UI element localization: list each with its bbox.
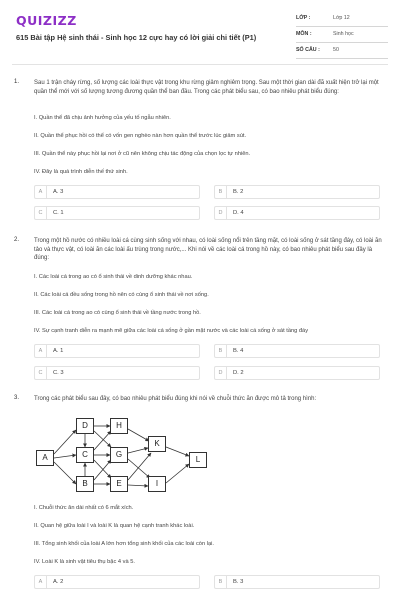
meta-label: SỐ CÂU : (296, 47, 320, 53)
option-d[interactable] (214, 366, 380, 380)
meta-value: Sinh học (333, 31, 354, 37)
meta-row-grade (296, 11, 388, 27)
option-text: B. 4 (233, 348, 244, 354)
quizizz-logo: QUIZIZZ (16, 13, 77, 28)
statement: IV. Sự cạnh tranh diễn ra mạnh mẽ giữa các loài cá sống ở gần mặt nước và các loài cá sống ở sát tầng đáy (34, 328, 309, 334)
option-text: B. 2 (233, 189, 244, 195)
statement: II. Các loài cá đều sống trong hồ nên có cùng ổ sinh thái về nơi sống. (34, 292, 209, 298)
meta-row-subject (296, 27, 388, 43)
statement: I. Quần thể đã chịu ảnh hưởng của yếu tố ngẫu nhiên. (34, 115, 171, 121)
header-divider (12, 64, 388, 65)
food-web-diagram (34, 414, 224, 498)
node-a: A (36, 450, 54, 466)
option-a[interactable] (34, 575, 200, 589)
node-h: H (110, 418, 128, 434)
option-letter: B (215, 345, 227, 357)
option-text: A. 3 (53, 189, 64, 195)
document-title: 615 Bài tập Hệ sinh thái - Sinh học 12 cực hay có lời giải chi tiết (P1) (16, 33, 257, 42)
option-d[interactable] (214, 206, 380, 220)
node-c: C (76, 447, 94, 463)
question-number: 3. (14, 395, 20, 401)
option-text: B. 3 (233, 579, 244, 585)
meta-box (296, 11, 388, 59)
option-letter: A (35, 576, 47, 588)
page-header (0, 0, 400, 70)
option-letter: D (215, 367, 227, 379)
option-text: D. 4 (233, 210, 244, 216)
statement: I. Các loài cá trong ao có ổ sinh thái về dinh dưỡng khác nhau. (34, 274, 193, 280)
node-b: B (76, 476, 94, 492)
option-letter: A (35, 345, 47, 357)
statement: IV. Loài K là sinh vật tiêu thụ bậc 4 và 5. (34, 559, 135, 565)
question-number: 2. (14, 237, 20, 243)
option-text: D. 2 (233, 370, 244, 376)
option-a[interactable] (34, 185, 200, 199)
option-letter: A (35, 186, 47, 198)
option-text: A. 1 (53, 348, 64, 354)
node-e: E (110, 476, 128, 492)
option-letter: C (35, 367, 47, 379)
node-i: I (148, 476, 166, 492)
option-a[interactable] (34, 344, 200, 358)
statement: II. Quần thể phục hồi có thể có vốn gen nghèo nàn hơn quần thể trước lúc giảm sút. (34, 133, 247, 139)
question-text: Sau 1 trận cháy rừng, số lượng các loài thực vật trong khu rừng giảm nghiêm trọng. Sau một thời gian dài đã xuất hiện trở lại một quần thể mới với số lượng tương đương quần thể ban đầu. Trong các phát biểu sau, có bao nhiêu phát biểu đúng: (34, 80, 379, 95)
option-b[interactable] (214, 344, 380, 358)
meta-label: LỚP : (296, 15, 311, 21)
meta-value: Lớp 12 (333, 15, 350, 21)
option-b[interactable] (214, 575, 380, 589)
node-g: G (110, 447, 128, 463)
meta-row-count (296, 43, 388, 59)
statement: II. Quan hệ giữa loài I và loài K là quan hệ cạnh tranh khác loài. (34, 523, 195, 529)
option-c[interactable] (34, 366, 200, 380)
question-number: 1. (14, 79, 20, 85)
meta-value: 50 (333, 47, 339, 53)
option-letter: B (215, 186, 227, 198)
option-text: C. 1 (53, 210, 64, 216)
node-l: L (189, 452, 207, 468)
node-d: D (76, 418, 94, 434)
question-text: Trong các phát biểu sau đây, có bao nhiêu phát biểu đúng khi nói về chuỗi thức ăn được mô tả trong hình: (34, 396, 317, 402)
option-text: C. 3 (53, 370, 64, 376)
option-letter: B (215, 576, 227, 588)
node-k: K (148, 436, 166, 452)
statement: IV. Đây là quá trình diễn thế thứ sinh. (34, 169, 128, 175)
option-c[interactable] (34, 206, 200, 220)
option-letter: D (215, 207, 227, 219)
meta-label: MÔN : (296, 31, 312, 37)
question-text: Trong một hồ nước có nhiều loài cá cùng sinh sống với nhau, có loài sống nổi trên tầng mặt, có loài sống ở sát tầng đáy, có loài ăn tảo và thực vật, có loài ăn các loài ấu trùng trong nước,... Khi nói về các loài cá trong hồ này, có bao nhiêu phát biểu sau đây là đúng: (34, 238, 382, 262)
statement: III. Tổng sinh khối của loài A lớn hơn tổng sinh khối của các loài còn lại. (34, 541, 214, 547)
statement: III. Các loài cá trong ao có cùng ổ sinh thái về tầng nước trong hồ. (34, 310, 201, 316)
option-letter: C (35, 207, 47, 219)
option-text: A. 2 (53, 579, 64, 585)
option-b[interactable] (214, 185, 380, 199)
statement: III. Quần thể này phục hồi lại nơi ở cũ nên không chịu tác động của chọn lọc tự nhiên. (34, 151, 251, 157)
statement: I. Chuỗi thức ăn dài nhất có 6 mắt xích. (34, 505, 134, 511)
